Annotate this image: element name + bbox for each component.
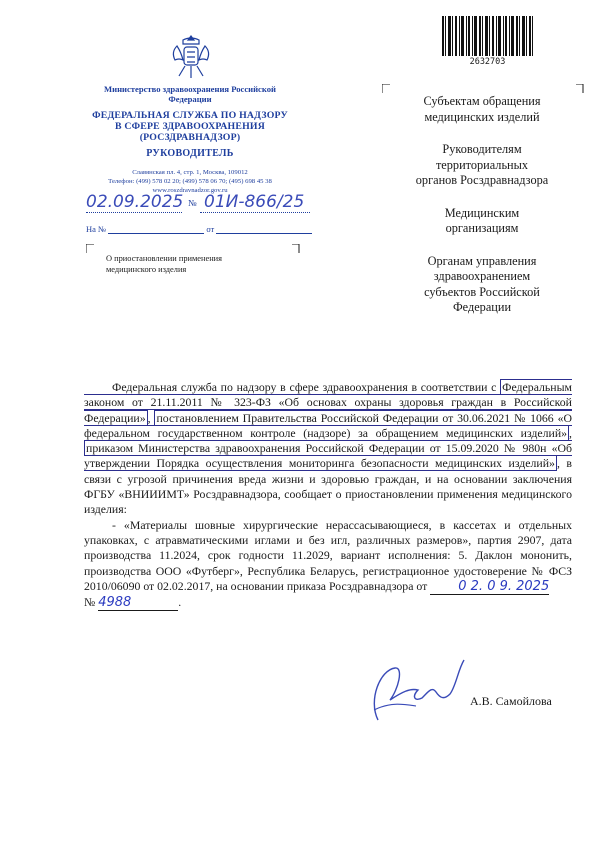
letter-body: [84, 380, 572, 611]
addressee-3: Медицинским организациям: [444, 205, 520, 235]
registration-date: 02.09.2025: [86, 192, 184, 212]
reference-line: На № от: [86, 224, 316, 234]
order-number-line: № 4988 .: [84, 594, 182, 610]
addressee-4: Органам управления здравоохранением субъектов Российской Федерации: [424, 253, 540, 314]
address-block: Славянская пл. 4, стр. 1, Москва, 109012 Телефон: (499) 578 02 20; (499) 578 06 70; (495) 698 45 38 www.roszdravnadzor.gov.ru: [108, 169, 272, 194]
registration-line: [86, 192, 326, 216]
head-role: РУКОВОДИТЕЛЬ: [146, 148, 234, 159]
order-date: 0 2. 0 9. 2025: [430, 580, 549, 595]
law-reference-1: Федеральным законом от 21.11.2011 № 323-ФЗ «Об основах охраны здоровья граждан в Российской Федерации»: [84, 380, 573, 425]
law-reference-2: постановлением Правительства Российской Федерации от 30.06.2021 № 1066 «О федеральном государственном контроле (надзоре) за обращением медицинских изделий»: [84, 410, 572, 440]
addressee-2: Руководителям территориальных органов Росздравнадзора: [415, 142, 549, 187]
paragraph-2: - «Материалы шовные хирургические нерассасывающиеся, в кассетах и отдельных упаковках, с атравматическими иглами и без игл, различных размеров», партия 2907, дата производства 11.2024, срок годности 11.2029, вариант исполнения: 5. Даклон мононить, производства ООО «Футберг», Республика Беларусь, регистрационное удостоверение № ФСЗ 2010/06090 от 02.02.2017, на основании приказа Росздравнадзора от 0 2. 0 9. 2025: [84, 517, 572, 594]
order-number: 4988: [98, 596, 178, 611]
registration-number: 01И-866/25: [204, 192, 305, 212]
addressee-block: [384, 94, 580, 333]
addressee-corner-marks: [382, 84, 584, 94]
law-reference-3: приказом Министерства здравоохранения Российской Федерации от 15.09.2020 № 980н «Об утверждении Порядка осуществления мониторинга безопасности медицинских изделий»: [84, 441, 572, 471]
barcode-number: 2632703: [469, 57, 506, 67]
number-underline: [200, 212, 310, 213]
addressee-1: Субъектам обращения медицинских изделий: [423, 94, 541, 124]
subject-line: О приостановлении применения медицинского изделия: [106, 254, 223, 274]
registration-no-label: №: [188, 198, 197, 208]
service-name: ФЕДЕРАЛЬНАЯ СЛУЖБА ПО НАДЗОРУ В СФЕРЕ ЗДРАВООХРАНЕНИЯ (РОСЗДРАВНАДЗОР): [92, 110, 288, 143]
signer-name: А.В. Самойлова: [470, 694, 552, 708]
subject-corner-marks: [86, 244, 300, 254]
coat-of-arms-icon: [165, 30, 217, 82]
date-underline: [86, 212, 182, 213]
signature-scribble: [340, 640, 480, 732]
paragraph-1: Федеральная служба по надзору в сфере здравоохранения в соответствии с Федеральным законом от 21.11.2011 № 323-ФЗ «Об основах охраны здоровья граждан в Российской Федерации» , постановлением Правительства Российской Федерации от 30.06.2021 № 1066 «О федеральном государственном контроле (надзоре) за обращением медицинских изделий» , приказом Министерства здравоохранения Российской Федерации от 15.09.2020 № 980н «Об утверждении Порядка осуществления мониторинга безопасности медицинских изделий» , в связи с угрозой причинения вреда жизни и здоровью граждан, и на основании заключения ФГБУ «ВНИИИМТ» Росздравнадзора, сообщает о приостановлении применения медицинского изделия:: [84, 380, 573, 517]
barcode: [440, 14, 535, 58]
ministry-name: Министерство здравоохранения Российской Федерации: [104, 84, 276, 104]
